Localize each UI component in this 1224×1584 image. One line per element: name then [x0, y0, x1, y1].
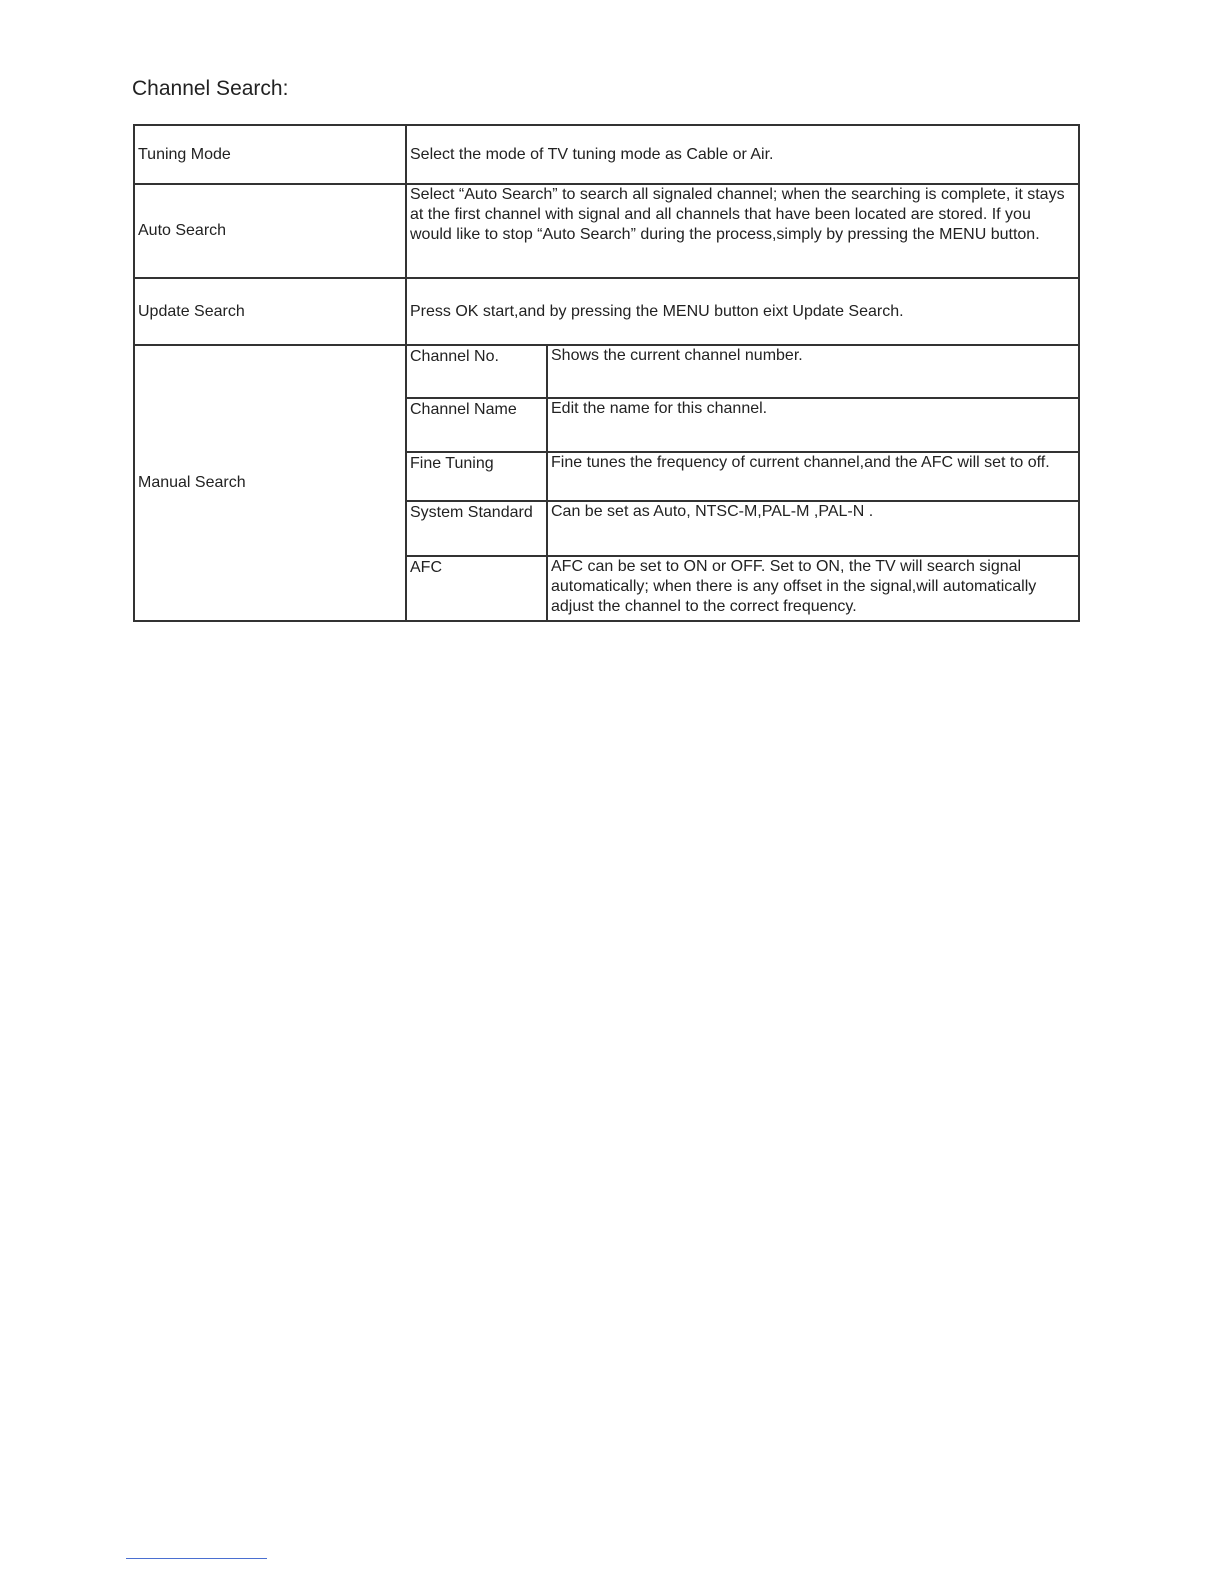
afc-label: AFC	[406, 556, 547, 621]
system-standard-description: Can be set as Auto, NTSC-M,PAL-M ,PAL-N .	[547, 501, 1079, 556]
fine-tuning-description: Fine tunes the frequency of current channel,and the AFC will set to off.	[547, 452, 1079, 501]
auto-search-description: Select “Auto Search” to search all signaled channel; when the searching is complete, it stays at the first channel with signal and all channels that have been located are stored. If you would like to stop “Auto Search” during the process,simply by pressing the MENU button.	[406, 184, 1079, 278]
table-row	[134, 184, 1079, 278]
update-search-description: Press OK start,and by pressing the MENU button eixt Update Search.	[406, 278, 1079, 345]
channel-no-label: Channel No.	[406, 345, 547, 398]
auto-search-label: Auto Search	[134, 184, 406, 278]
channel-name-label: Channel Name	[406, 398, 547, 452]
system-standard-label: System Standard	[406, 501, 547, 556]
table-row	[134, 278, 1079, 345]
channel-search-table	[133, 124, 1080, 622]
table-row	[134, 345, 1079, 398]
channel-name-description: Edit the name for this channel.	[547, 398, 1079, 452]
tuning-mode-label: Tuning Mode	[134, 125, 406, 184]
afc-description: AFC can be set to ON or OFF. Set to ON, the TV will search signal automatically; when there is any offset in the signal,will automatically adjust the channel to the correct frequency.	[547, 556, 1079, 621]
table-row	[134, 125, 1079, 184]
footer-rule	[126, 1558, 267, 1559]
manual-search-label: Manual Search	[134, 345, 406, 621]
fine-tuning-label: Fine Tuning	[406, 452, 547, 501]
tuning-mode-description: Select the mode of TV tuning mode as Cable or Air.	[406, 125, 1079, 184]
channel-no-description: Shows the current channel number.	[547, 345, 1079, 398]
update-search-label: Update Search	[134, 278, 406, 345]
page-title: Channel Search:	[132, 77, 289, 100]
